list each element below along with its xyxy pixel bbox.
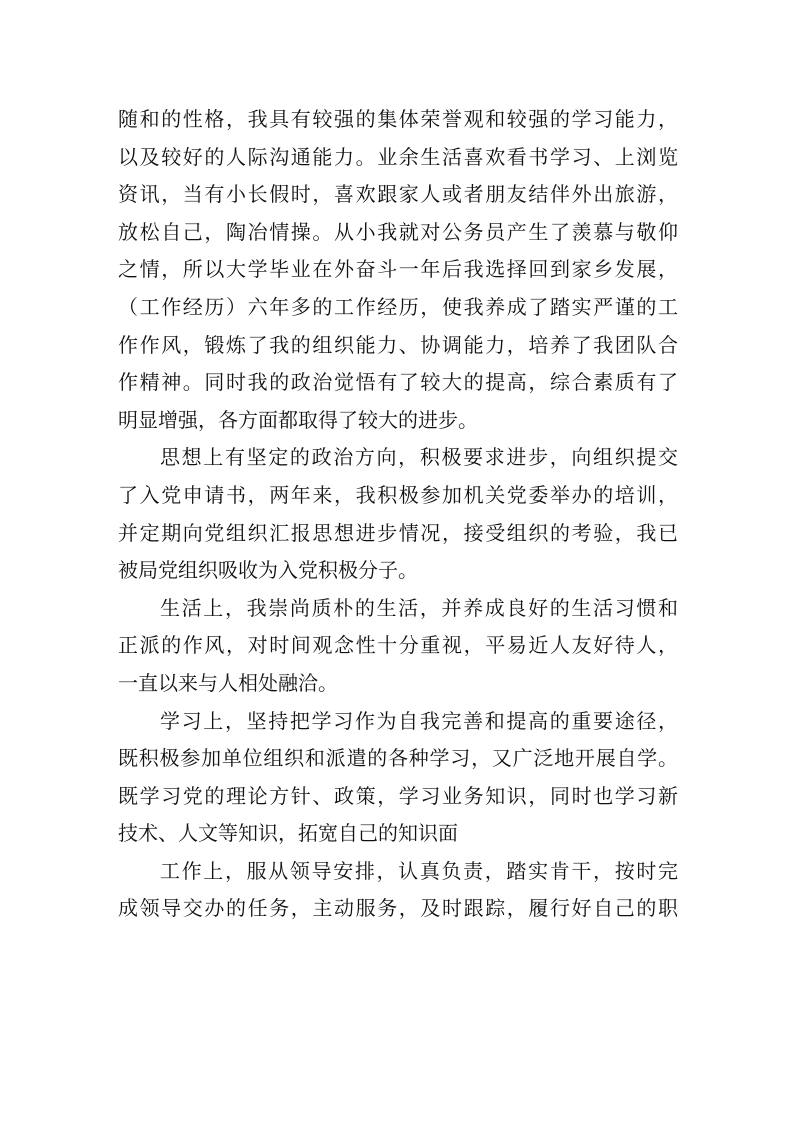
text-line: 明显增强，各方面都取得了较大的进步。 (118, 407, 478, 432)
text-line: 学习上，坚持把学习作为自我完善和提高的重要途径， (160, 708, 678, 733)
text-line: 既积极参加单位组织和派遣的各种学习，又广泛地开展自学。 (118, 746, 678, 771)
text-line: 了入党申请书，两年来，我积极参加机关党委举办的培训， (118, 482, 678, 507)
text-line: 并定期向党组织汇报思想进步情况，接受组织的考验，我已 (118, 520, 678, 545)
text-line: （工作经历）六年多的工作经历，使我养成了踏实严谨的工 (118, 294, 678, 319)
text-line: 一直以来与人相处融洽。 (118, 670, 338, 695)
text-line: 技术、人文等知识，拓宽自己的知识面 (118, 821, 458, 846)
text-line: 既学习党的理论方针、政策，学习业务知识，同时也学习新 (118, 783, 678, 808)
text-line: 工作上，服从领导安排，认真负责，踏实肯干，按时完 (160, 858, 678, 883)
text-line: 生活上，我崇尚质朴的生活，并养成良好的生活习惯和 (160, 595, 678, 620)
text-line: 思想上有坚定的政治方向，积极要求进步，向组织提交 (160, 445, 678, 470)
text-line: 以及较好的人际沟通能力。业余生活喜欢看书学习、上浏览 (118, 144, 678, 169)
text-line: 随和的性格，我具有较强的集体荣誉观和较强的学习能力， (118, 107, 678, 131)
text-line: 成领导交办的任务，主动服务，及时跟踪，履行好自己的职 (118, 896, 678, 921)
text-line: 之情，所以大学毕业在外奋斗一年后我选择回到家乡发展， (118, 257, 678, 282)
text-line: 正派的作风，对时间观念性十分重视，平易近人友好待人， (118, 633, 678, 658)
text-line: 作精神。同时我的政治觉悟有了较大的提高，综合素质有了 (118, 370, 678, 395)
text-line: 作作风，锻炼了我的组织能力、协调能力，培养了我团队合 (118, 332, 678, 357)
text-line: 被局党组织吸收为入党积极分子。 (118, 558, 418, 583)
text-line: 放松自己，陶冶情操。从小我就对公务员产生了羡慕与敬仰 (118, 219, 678, 244)
document-body (118, 101, 678, 928)
text-line: 资讯，当有小长假时，喜欢跟家人或者朋友结伴外出旅游， (118, 182, 678, 207)
